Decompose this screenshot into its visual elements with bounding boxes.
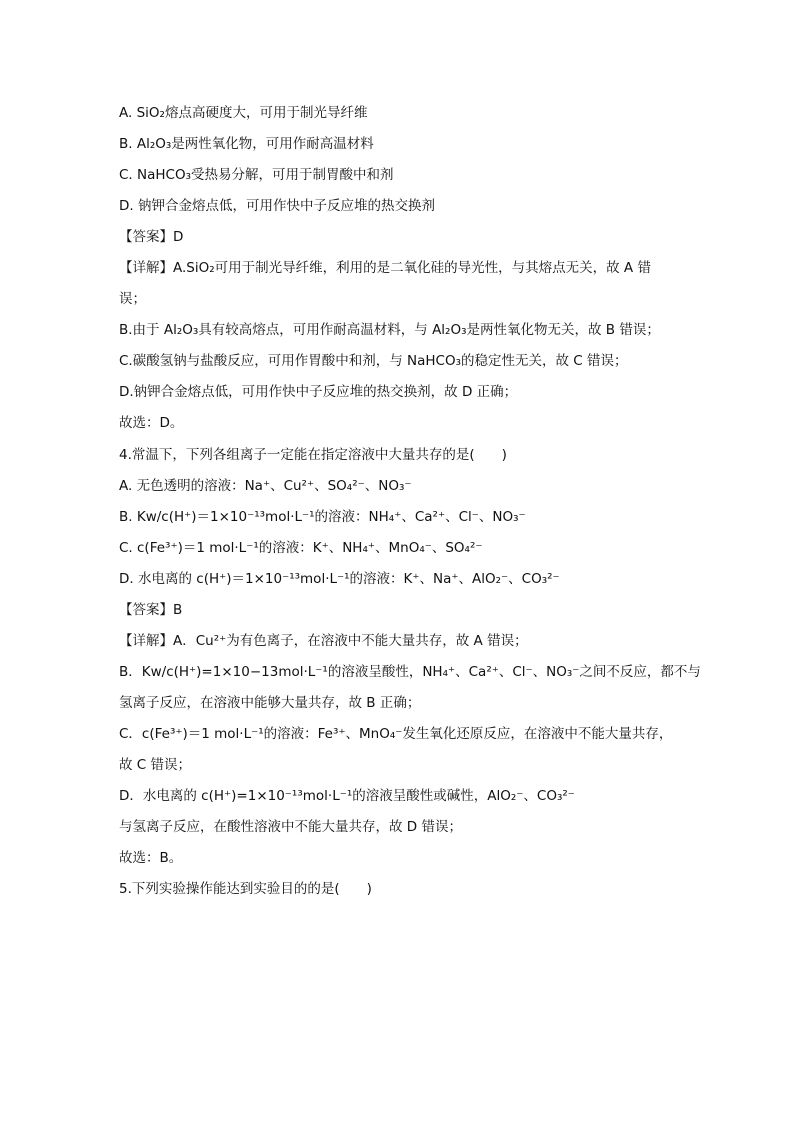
option-d-line: D. 钠钾合金熔点低，可用作快中子反应堆的热交换剂 xyxy=(119,198,435,214)
question-4-stem: 4.常温下，下列各组离子一定能在指定溶液中大量共存的是( ) xyxy=(119,447,507,463)
explanation-line: C.碳酸氢钠与盐酸反应，可用作胃酸中和剂，与 NaHCO₃的稳定性无关，故 C 错误； xyxy=(119,353,628,369)
option-b-line: B. Kw/c(H⁺)＝1×10⁻¹³mol·L⁻¹的溶液：NH₄⁺、Ca²⁺、Cl⁻、NO₃⁻ xyxy=(119,509,526,525)
explanation-line: 【详解】A．Cu²⁺为有色离子，在溶液中不能大量共存，故 A 错误； xyxy=(119,633,528,649)
conclusion-line: 故选：D。 xyxy=(119,415,184,431)
explanation-line: 故 C 错误； xyxy=(119,757,192,773)
explanation-line: D．水电离的 c(H⁺)=1×10⁻¹³mol·L⁻¹的溶液呈酸性或碱性，AlO₂⁻、CO₃²⁻ xyxy=(119,788,575,804)
question-5-stem: 5.下列实验操作能达到实验目的的是( ) xyxy=(119,881,372,897)
option-a-line: A. SiO₂熔点高硬度大，可用于制光导纤维 xyxy=(119,105,368,121)
explanation-line: 【详解】A.SiO₂可用于制光导纤维，利用的是二氧化硅的导光性，与其熔点无关，故 A 错 xyxy=(119,260,651,276)
answer-line: 【答案】D xyxy=(119,229,184,245)
option-d-line: D. 水电离的 c(H⁺)＝1×10⁻¹³mol·L⁻¹的溶液：K⁺、Na⁺、AlO₂⁻、CO₃²⁻ xyxy=(119,571,560,587)
answer-line: 【答案】B xyxy=(119,602,183,618)
option-c-line: C. NaHCO₃受热易分解，可用于制胃酸中和剂 xyxy=(119,167,394,183)
option-b-line: B. Al₂O₃是两性氧化物，可用作耐高温材料 xyxy=(119,136,374,152)
explanation-line: C．c(Fe³⁺)＝1 mol·L⁻¹的溶液：Fe³⁺、MnO₄⁻发生氧化还原反应，在溶液中不能大量共存， xyxy=(119,726,673,742)
conclusion-line: 故选：B。 xyxy=(119,850,183,866)
explanation-line: 误； xyxy=(119,291,146,307)
option-c-line: C. c(Fe³⁺)＝1 mol·L⁻¹的溶液：K⁺、NH₄⁺、MnO₄⁻、SO₄²⁻ xyxy=(119,540,483,556)
explanation-line: 氢离子反应，在溶液中能够大量共存，故 B 正确； xyxy=(119,695,421,711)
explanation-line: D.钠钾合金熔点低，可用作快中子反应堆的热交换剂，故 D 正确； xyxy=(119,384,518,400)
explanation-line: B.由于 Al₂O₃具有较高熔点，可用作耐高温材料，与 Al₂O₃是两性氧化物无关，故 B 错误； xyxy=(119,322,660,338)
explanation-line: B．Kw/c(H⁺)=1×10−13mol·L⁻¹的溶液呈酸性，NH₄⁺、Ca²⁺、Cl⁻、NO₃⁻之间不反应，都不与 xyxy=(119,664,701,680)
option-a-line: A. 无色透明的溶液：Na⁺、Cu²⁺、SO₄²⁻、NO₃⁻ xyxy=(119,478,412,494)
explanation-line: 与氢离子反应，在酸性溶液中不能大量共存，故 D 错误； xyxy=(119,819,462,835)
